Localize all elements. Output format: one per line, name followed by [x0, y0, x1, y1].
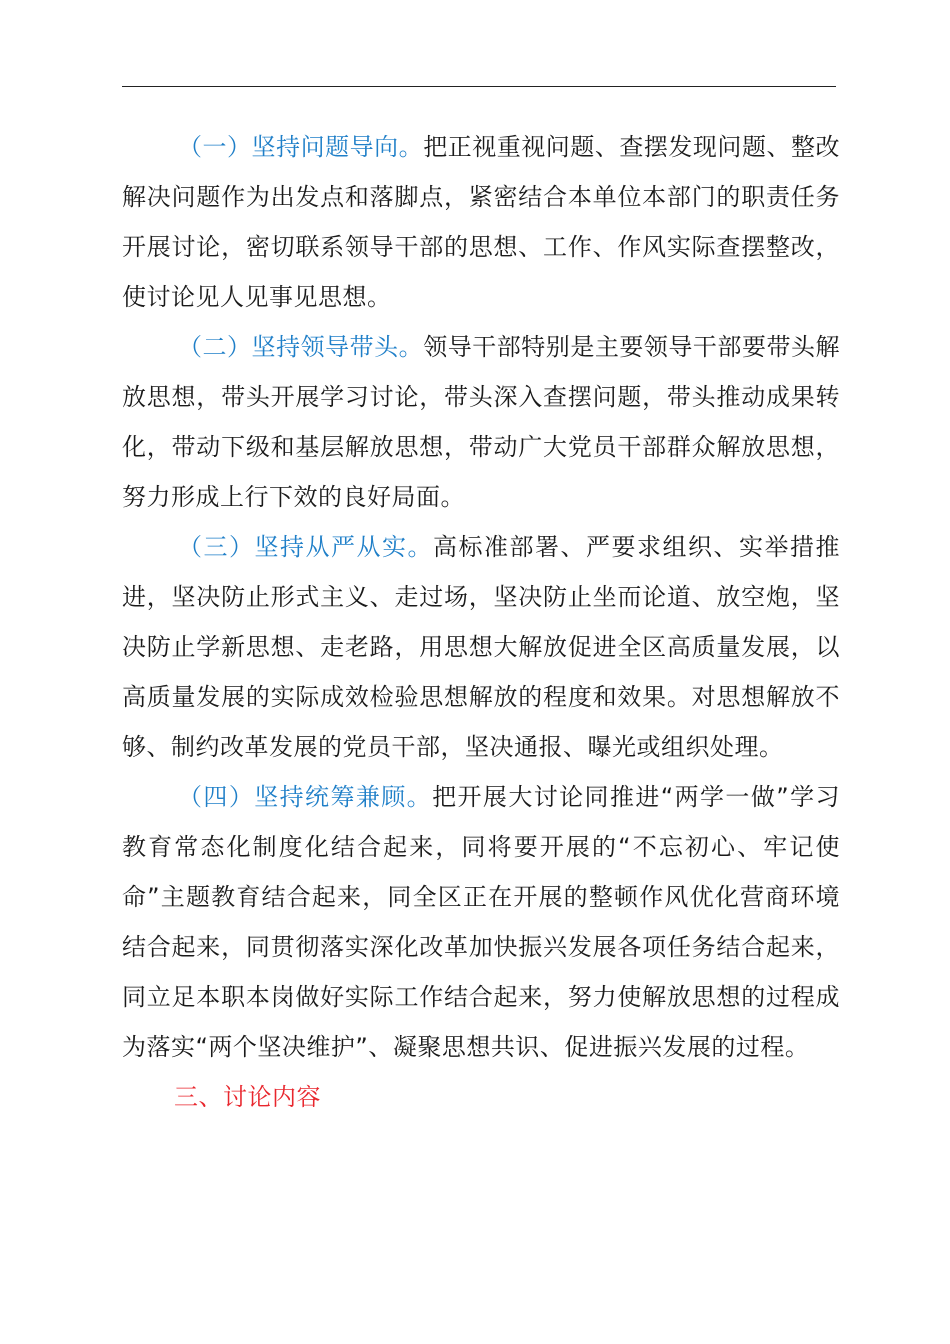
paragraph-3-heading: （三）坚持从严从实。 [178, 533, 433, 561]
paragraph-2 [122, 322, 840, 522]
paragraph-3 [122, 522, 840, 772]
paragraph-4-text: 把开展大讨论同推进“两学一做”学习教育常态化制度化结合起来，同将要开展的“不忘初心、牢记使命”主题教育结合起来，同全区正在开展的整顿作风优化营商环境结合起来，同贯彻落实深化改革加快振兴发展各项任务结合起来，同立足本职本岗做好实际工作结合起来，努力使解放思想的过程成为落实“两个坚决维护”、凝聚思想共识、促进振兴发展的过程。 [122, 783, 840, 1061]
paragraph-1-heading: （一）坚持问题导向。 [178, 133, 424, 161]
paragraph-2-text: 领导干部特别是主要领导干部要带头解放思想，带头开展学习讨论，带头深入查摆问题，带头推动成果转化，带动下级和基层解放思想，带动广大党员干部群众解放思想，努力形成上行下效的良好局面。 [122, 333, 841, 511]
document-body [122, 122, 840, 1122]
paragraph-4-heading: （四）坚持统筹兼顾。 [178, 783, 433, 811]
paragraph-1 [122, 122, 840, 322]
paragraph-1-text: 把正视重视问题、查摆发现问题、整改解决问题作为出发点和落脚点，紧密结合本单位本部门的职责任务开展讨论，密切联系领导干部的思想、工作、作风实际查摆整改，使讨论见人见事见思想。 [122, 133, 841, 311]
header-rule [122, 86, 836, 87]
paragraph-3-text: 高标准部署、严要求组织、实举措推进，坚决防止形式主义、走过场，坚决防止坐而论道、放空炮，坚决防止学新思想、走老路，用思想大解放促进全区高质量发展，以高质量发展的实际成效检验思想解放的程度和效果。对思想解放不够、制约改革发展的党员干部，坚决通报、曝光或组织处理。 [122, 533, 840, 761]
paragraph-4 [122, 772, 840, 1072]
paragraph-2-heading: （二）坚持领导带头。 [178, 333, 424, 361]
section-heading: 三、讨论内容 [174, 1083, 321, 1111]
